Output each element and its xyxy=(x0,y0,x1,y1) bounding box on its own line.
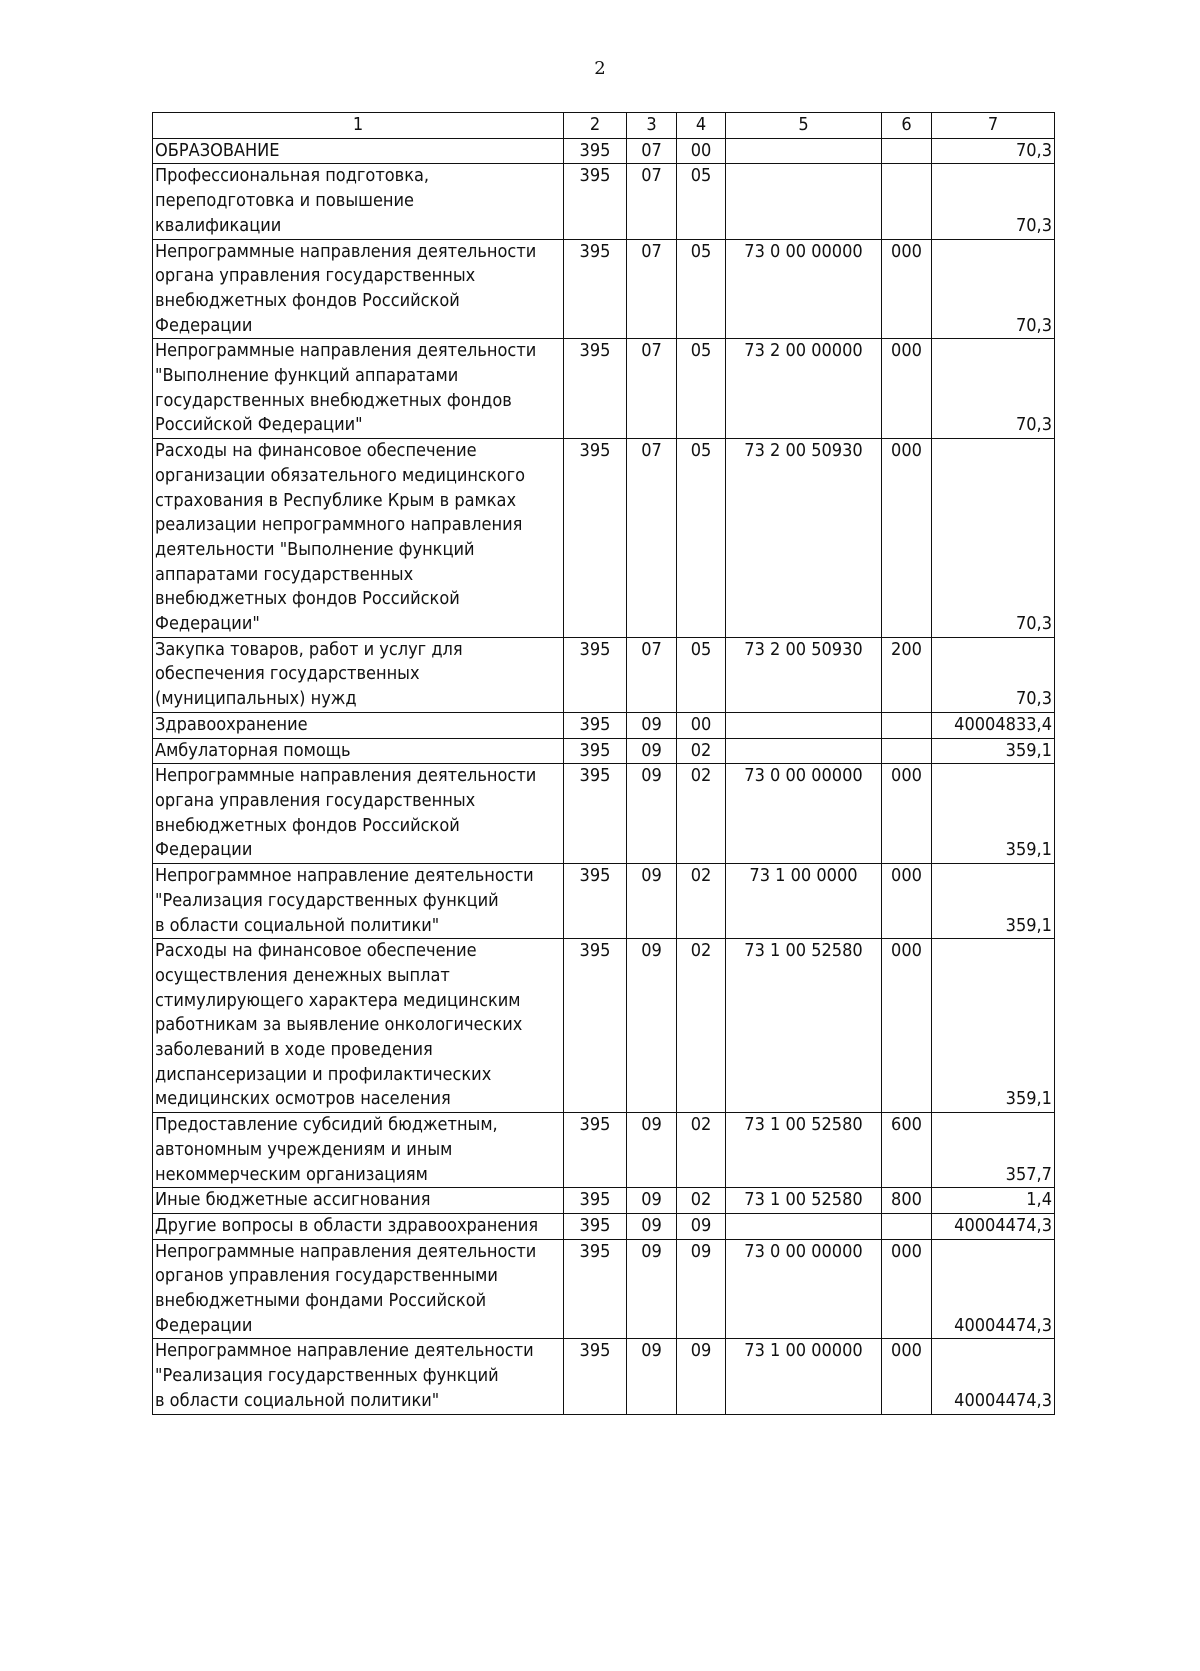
section-code-cell: 07 xyxy=(627,339,677,439)
ministry-code-cell: 395 xyxy=(564,939,627,1113)
table-row xyxy=(153,164,1055,239)
expense-type-code-cell: 600 xyxy=(882,1113,932,1188)
table-row xyxy=(153,1213,1055,1239)
table-row xyxy=(153,339,1055,439)
ministry-code-cell: 395 xyxy=(564,1188,627,1214)
section-code-cell: 09 xyxy=(627,1339,677,1414)
amount-cell: 1,4 xyxy=(932,1188,1055,1214)
column-header: 1 xyxy=(153,113,564,139)
table-row xyxy=(153,138,1055,164)
expense-type-code-cell: 200 xyxy=(882,637,932,712)
amount-cell: 70,3 xyxy=(932,439,1055,638)
target-article-code-cell xyxy=(726,164,882,239)
subsection-code-cell: 02 xyxy=(677,1188,726,1214)
item-name-cell: Непрограммные направления деятельности органа управления государственных внебюджетных фондов Российской Федерации xyxy=(153,239,564,339)
expense-type-code-cell xyxy=(882,712,932,738)
item-name-cell: Закупка товаров, работ и услуг для обеспечения государственных (муниципальных) нужд xyxy=(153,637,564,712)
target-article-code-cell xyxy=(726,738,882,764)
amount-cell: 70,3 xyxy=(932,138,1055,164)
item-name-cell: Профессиональная подготовка, переподготовка и повышение квалификации xyxy=(153,164,564,239)
column-header: 2 xyxy=(564,113,627,139)
amount-cell: 359,1 xyxy=(932,738,1055,764)
item-name-cell: ОБРАЗОВАНИЕ xyxy=(153,138,564,164)
amount-cell: 40004474,3 xyxy=(932,1213,1055,1239)
subsection-code-cell: 02 xyxy=(677,1113,726,1188)
amount-cell: 357,7 xyxy=(932,1113,1055,1188)
expense-type-code-cell: 000 xyxy=(882,764,932,864)
budget-table xyxy=(152,112,1055,1415)
header-row xyxy=(153,113,1055,139)
ministry-code-cell: 395 xyxy=(564,1239,627,1339)
expense-type-code-cell: 000 xyxy=(882,1339,932,1414)
item-name-cell: Непрограммные направления деятельности органа управления государственных внебюджетных фондов Российской Федерации xyxy=(153,764,564,864)
amount-cell: 70,3 xyxy=(932,239,1055,339)
section-code-cell: 09 xyxy=(627,939,677,1113)
expense-type-code-cell: 000 xyxy=(882,939,932,1113)
expense-type-code-cell: 000 xyxy=(882,439,932,638)
ministry-code-cell: 395 xyxy=(564,637,627,712)
item-name-cell: Другие вопросы в области здравоохранения xyxy=(153,1213,564,1239)
page-number: 2 xyxy=(594,58,606,79)
section-code-cell: 09 xyxy=(627,864,677,939)
table-row xyxy=(153,637,1055,712)
subsection-code-cell: 09 xyxy=(677,1213,726,1239)
subsection-code-cell: 02 xyxy=(677,738,726,764)
item-name-cell: Расходы на финансовое обеспечение организации обязательного медицинского страхования в Республике Крым в рамках реализации непрограммного направления деятельности "Выполнение функций аппаратами государственных внебюджетных фондов Российской Федерации" xyxy=(153,439,564,638)
column-header: 5 xyxy=(726,113,882,139)
table-row xyxy=(153,1339,1055,1414)
target-article-code-cell xyxy=(726,1213,882,1239)
item-name-cell: Амбулаторная помощь xyxy=(153,738,564,764)
ministry-code-cell: 395 xyxy=(564,439,627,638)
amount-cell: 40004474,3 xyxy=(932,1339,1055,1414)
subsection-code-cell: 09 xyxy=(677,1339,726,1414)
subsection-code-cell: 09 xyxy=(677,1239,726,1339)
expense-type-code-cell xyxy=(882,738,932,764)
subsection-code-cell: 02 xyxy=(677,764,726,864)
section-code-cell: 09 xyxy=(627,712,677,738)
target-article-code-cell: 73 1 00 52580 xyxy=(726,1113,882,1188)
amount-cell: 359,1 xyxy=(932,864,1055,939)
table-row xyxy=(153,864,1055,939)
amount-cell: 359,1 xyxy=(932,764,1055,864)
section-code-cell: 09 xyxy=(627,1188,677,1214)
expense-type-code-cell: 000 xyxy=(882,239,932,339)
table-row xyxy=(153,764,1055,864)
expense-type-code-cell xyxy=(882,138,932,164)
ministry-code-cell: 395 xyxy=(564,1213,627,1239)
ministry-code-cell: 395 xyxy=(564,712,627,738)
section-code-cell: 07 xyxy=(627,637,677,712)
table-row xyxy=(153,712,1055,738)
subsection-code-cell: 05 xyxy=(677,637,726,712)
target-article-code-cell: 73 2 00 50930 xyxy=(726,637,882,712)
table-body xyxy=(153,113,1055,1415)
ministry-code-cell: 395 xyxy=(564,138,627,164)
expense-type-code-cell xyxy=(882,164,932,239)
table-row xyxy=(153,1113,1055,1188)
column-header: 6 xyxy=(882,113,932,139)
ministry-code-cell: 395 xyxy=(564,1339,627,1414)
expense-type-code-cell: 000 xyxy=(882,864,932,939)
ministry-code-cell: 395 xyxy=(564,764,627,864)
item-name-cell: Непрограммное направление деятельности "Реализация государственных функций в области социальной политики" xyxy=(153,1339,564,1414)
item-name-cell: Здравоохранение xyxy=(153,712,564,738)
section-code-cell: 09 xyxy=(627,1213,677,1239)
expense-type-code-cell xyxy=(882,1213,932,1239)
expense-type-code-cell: 800 xyxy=(882,1188,932,1214)
amount-cell: 70,3 xyxy=(932,339,1055,439)
table-row xyxy=(153,1188,1055,1214)
target-article-code-cell: 73 1 00 52580 xyxy=(726,1188,882,1214)
subsection-code-cell: 05 xyxy=(677,164,726,239)
section-code-cell: 09 xyxy=(627,764,677,864)
expense-type-code-cell: 000 xyxy=(882,339,932,439)
subsection-code-cell: 02 xyxy=(677,864,726,939)
subsection-code-cell: 05 xyxy=(677,339,726,439)
target-article-code-cell: 73 2 00 50930 xyxy=(726,439,882,638)
amount-cell: 70,3 xyxy=(932,164,1055,239)
amount-cell: 359,1 xyxy=(932,939,1055,1113)
ministry-code-cell: 395 xyxy=(564,738,627,764)
subsection-code-cell: 02 xyxy=(677,939,726,1113)
item-name-cell: Иные бюджетные ассигнования xyxy=(153,1188,564,1214)
table-row xyxy=(153,239,1055,339)
target-article-code-cell: 73 1 00 52580 xyxy=(726,939,882,1113)
target-article-code-cell: 73 0 00 00000 xyxy=(726,764,882,864)
subsection-code-cell: 05 xyxy=(677,239,726,339)
amount-cell: 40004833,4 xyxy=(932,712,1055,738)
section-code-cell: 07 xyxy=(627,138,677,164)
item-name-cell: Предоставление субсидий бюджетным, автономным учреждениям и иным некоммерческим организациям xyxy=(153,1113,564,1188)
target-article-code-cell xyxy=(726,138,882,164)
ministry-code-cell: 395 xyxy=(564,1113,627,1188)
ministry-code-cell: 395 xyxy=(564,864,627,939)
section-code-cell: 07 xyxy=(627,439,677,638)
item-name-cell: Непрограммное направление деятельности "Реализация государственных функций в области социальной политики" xyxy=(153,864,564,939)
section-code-cell: 09 xyxy=(627,738,677,764)
section-code-cell: 07 xyxy=(627,239,677,339)
target-article-code-cell: 73 1 00 00000 xyxy=(726,1339,882,1414)
target-article-code-cell: 73 0 00 00000 xyxy=(726,1239,882,1339)
column-header: 3 xyxy=(627,113,677,139)
item-name-cell: Расходы на финансовое обеспечение осуществления денежных выплат стимулирующего характера медицинским работникам за выявление онкологических заболеваний в ходе проведения диспансеризации и профилактических медицинских осмотров населения xyxy=(153,939,564,1113)
target-article-code-cell: 73 0 00 00000 xyxy=(726,239,882,339)
table-row xyxy=(153,738,1055,764)
target-article-code-cell xyxy=(726,712,882,738)
expense-type-code-cell: 000 xyxy=(882,1239,932,1339)
target-article-code-cell: 73 2 00 00000 xyxy=(726,339,882,439)
target-article-code-cell: 73 1 00 0000 xyxy=(726,864,882,939)
ministry-code-cell: 395 xyxy=(564,339,627,439)
ministry-code-cell: 395 xyxy=(564,164,627,239)
table-row xyxy=(153,1239,1055,1339)
item-name-cell: Непрограммные направления деятельности "Выполнение функций аппаратами государственных внебюджетных фондов Российской Федерации" xyxy=(153,339,564,439)
table-row xyxy=(153,939,1055,1113)
item-name-cell: Непрограммные направления деятельности органов управления государственными внебюджетными фондами Российской Федерации xyxy=(153,1239,564,1339)
column-header: 4 xyxy=(677,113,726,139)
section-code-cell: 07 xyxy=(627,164,677,239)
table-row xyxy=(153,439,1055,638)
amount-cell: 70,3 xyxy=(932,637,1055,712)
amount-cell: 40004474,3 xyxy=(932,1239,1055,1339)
ministry-code-cell: 395 xyxy=(564,239,627,339)
subsection-code-cell: 00 xyxy=(677,712,726,738)
section-code-cell: 09 xyxy=(627,1113,677,1188)
subsection-code-cell: 05 xyxy=(677,439,726,638)
column-header: 7 xyxy=(932,113,1055,139)
subsection-code-cell: 00 xyxy=(677,138,726,164)
section-code-cell: 09 xyxy=(627,1239,677,1339)
